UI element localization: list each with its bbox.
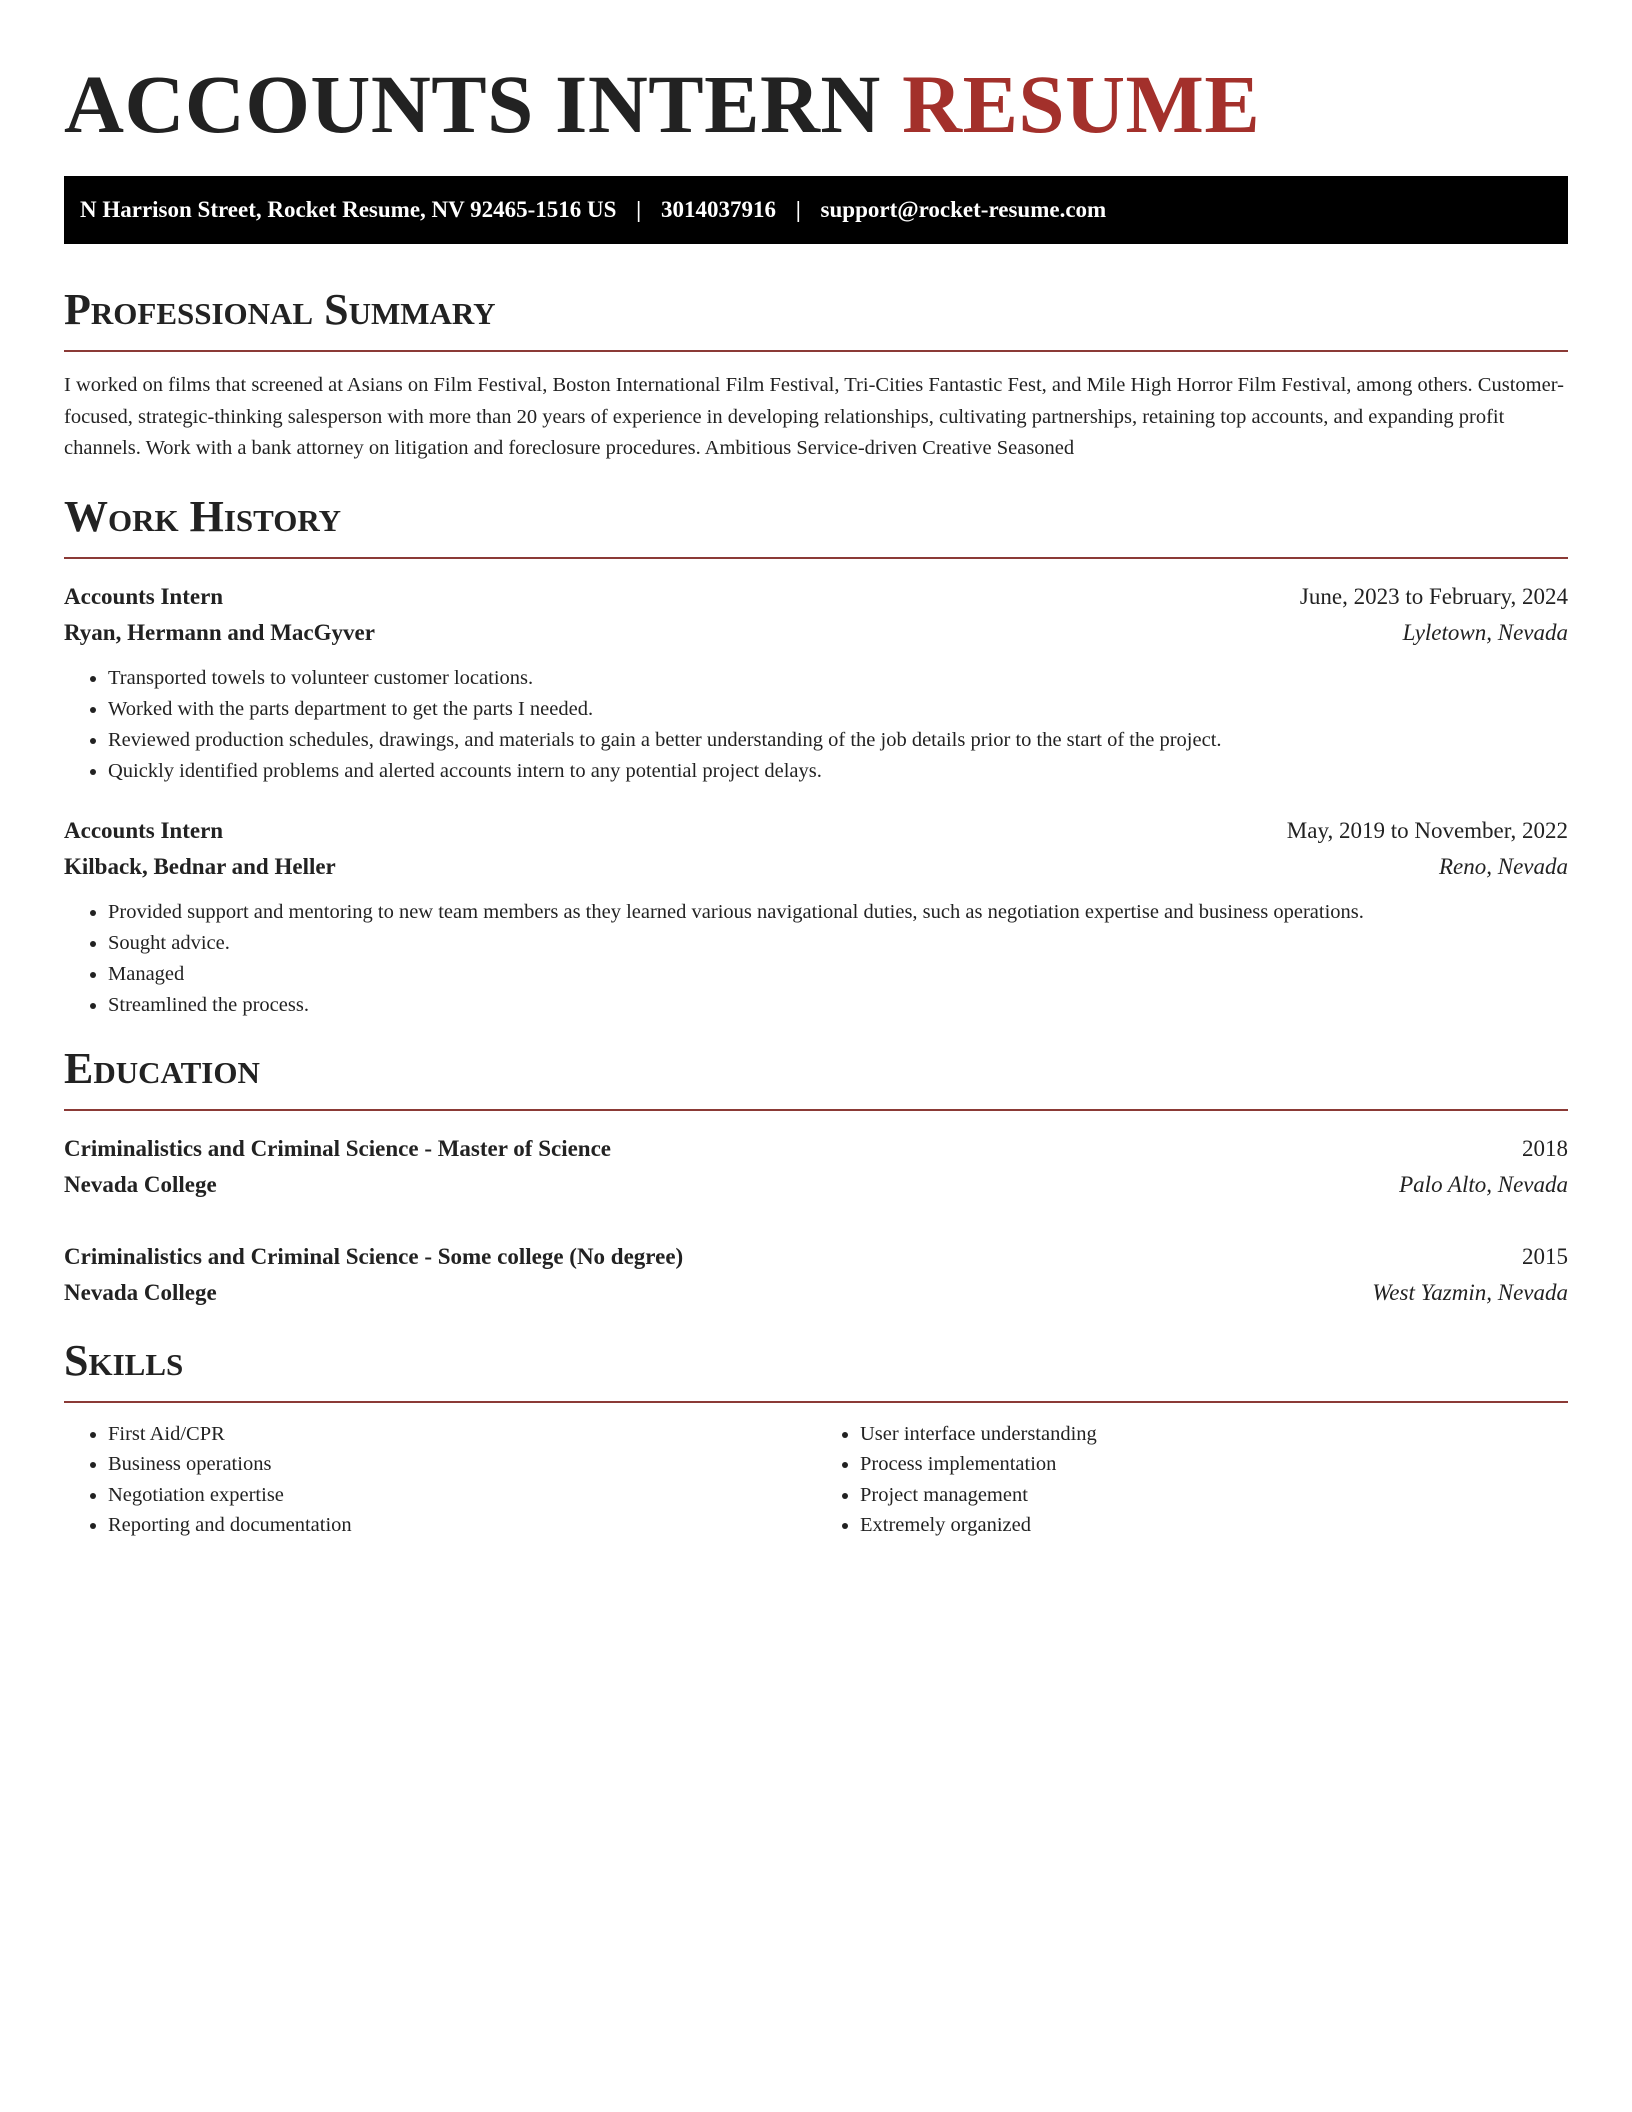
job-bullet: • Managed bbox=[108, 959, 1568, 990]
education-year: 2018 bbox=[1522, 1135, 1568, 1161]
education-degree: Criminalistics and Criminal Science - Some college (No degree) bbox=[64, 1243, 684, 1269]
job-bullet: • Sought advice. bbox=[108, 928, 1568, 959]
job-entry bbox=[64, 579, 1568, 787]
contact-email: support@rocket-resume.com bbox=[820, 197, 1107, 222]
skill-item: • User interface understanding bbox=[860, 1419, 1568, 1450]
job-title: Accounts Intern bbox=[64, 817, 224, 843]
skill-item: • Process implementation bbox=[860, 1449, 1568, 1480]
job-dates: June, 2023 to February, 2024 bbox=[1299, 583, 1568, 609]
job-location: Lyletown, Nevada bbox=[1402, 619, 1568, 645]
education-school: Nevada College bbox=[64, 1171, 217, 1197]
job-bullet: • Reviewed production schedules, drawings, and materials to gain a better understanding of the job details prior to the start of the project. bbox=[108, 725, 1568, 756]
section-divider bbox=[64, 557, 1568, 559]
contact-separator: | bbox=[795, 197, 801, 222]
education-heading: Education bbox=[64, 1043, 260, 1093]
skills-section bbox=[64, 1335, 1568, 1541]
skills-heading: Skills bbox=[64, 1335, 184, 1385]
job-bullet: • Provided support and mentoring to new team members as they learned various navigational duties, such as negotiation expertise and business operations. bbox=[108, 897, 1568, 928]
skills-column-left bbox=[64, 1419, 816, 1541]
job-bullet: • Quickly identified problems and alerted accounts intern to any potential project delays. bbox=[108, 756, 1568, 787]
job-entry bbox=[64, 813, 1568, 1021]
contact-phone: 3014037916 bbox=[660, 197, 776, 222]
education-location: West Yazmin, Nevada bbox=[1372, 1279, 1568, 1305]
skill-item: • Reporting and documentation bbox=[108, 1510, 816, 1541]
section-divider bbox=[64, 350, 1568, 352]
job-bullets bbox=[64, 663, 1568, 787]
job-location: Reno, Nevada bbox=[1438, 853, 1568, 879]
job-bullet: • Streamlined the process. bbox=[108, 990, 1568, 1021]
skill-item: • Negotiation expertise bbox=[108, 1480, 816, 1511]
section-divider bbox=[64, 1109, 1568, 1111]
section-divider bbox=[64, 1401, 1568, 1403]
skill-item: • First Aid/CPR bbox=[108, 1419, 816, 1450]
education-entry bbox=[64, 1239, 1568, 1311]
job-company: Kilback, Bednar and Heller bbox=[64, 853, 336, 879]
summary-heading: Professional Summary bbox=[64, 285, 496, 334]
education-location: Palo Alto, Nevada bbox=[1399, 1171, 1568, 1197]
education-section bbox=[64, 1043, 1568, 1311]
title-accent: RESUME bbox=[902, 58, 1261, 150]
resume-title bbox=[64, 0, 1568, 152]
skill-item: • Project management bbox=[860, 1480, 1568, 1511]
job-bullet: • Transported towels to volunteer customer locations. bbox=[108, 663, 1568, 694]
education-school: Nevada College bbox=[64, 1279, 217, 1305]
skill-item: • Extremely organized bbox=[860, 1510, 1568, 1541]
job-dates: May, 2019 to November, 2022 bbox=[1286, 817, 1568, 843]
job-company: Ryan, Hermann and MacGyver bbox=[64, 619, 375, 645]
education-degree: Criminalistics and Criminal Science - Master of Science bbox=[64, 1135, 612, 1161]
skill-item: • Business operations bbox=[108, 1449, 816, 1480]
contact-bar bbox=[64, 176, 1568, 244]
work-history-heading: Work History bbox=[64, 491, 342, 541]
skills-grid bbox=[64, 1419, 1568, 1541]
education-year: 2015 bbox=[1522, 1243, 1568, 1269]
job-bullet: • Worked with the parts department to get the parts I needed. bbox=[108, 694, 1568, 725]
contact-separator: | bbox=[636, 197, 642, 222]
summary-text: I worked on films that screened at Asians on Film Festival, Boston International Film Festival, Tri-Cities Fantastic Fest, and Mile High Horror Film Festival, among others. Customer-focused, strategic-thinking salesperson with more than 20 years of experience in developing relationships, cultivating partnerships, retaining top accounts, and expanding profit channels. Work with a bank attorney on litigation and foreclosure procedures. Ambitious Service-driven Creative Seasoned bbox=[64, 374, 1564, 459]
job-bullets bbox=[64, 897, 1568, 1021]
job-title: Accounts Intern bbox=[64, 583, 224, 609]
work-history-section bbox=[64, 491, 1568, 1021]
education-entry bbox=[64, 1131, 1568, 1203]
skills-column-right bbox=[816, 1419, 1568, 1541]
title-main: ACCOUNTS INTERN bbox=[64, 58, 881, 150]
summary-section bbox=[64, 284, 1568, 465]
contact-address: N Harrison Street, Rocket Resume, NV 92465-1516 US bbox=[80, 197, 617, 222]
